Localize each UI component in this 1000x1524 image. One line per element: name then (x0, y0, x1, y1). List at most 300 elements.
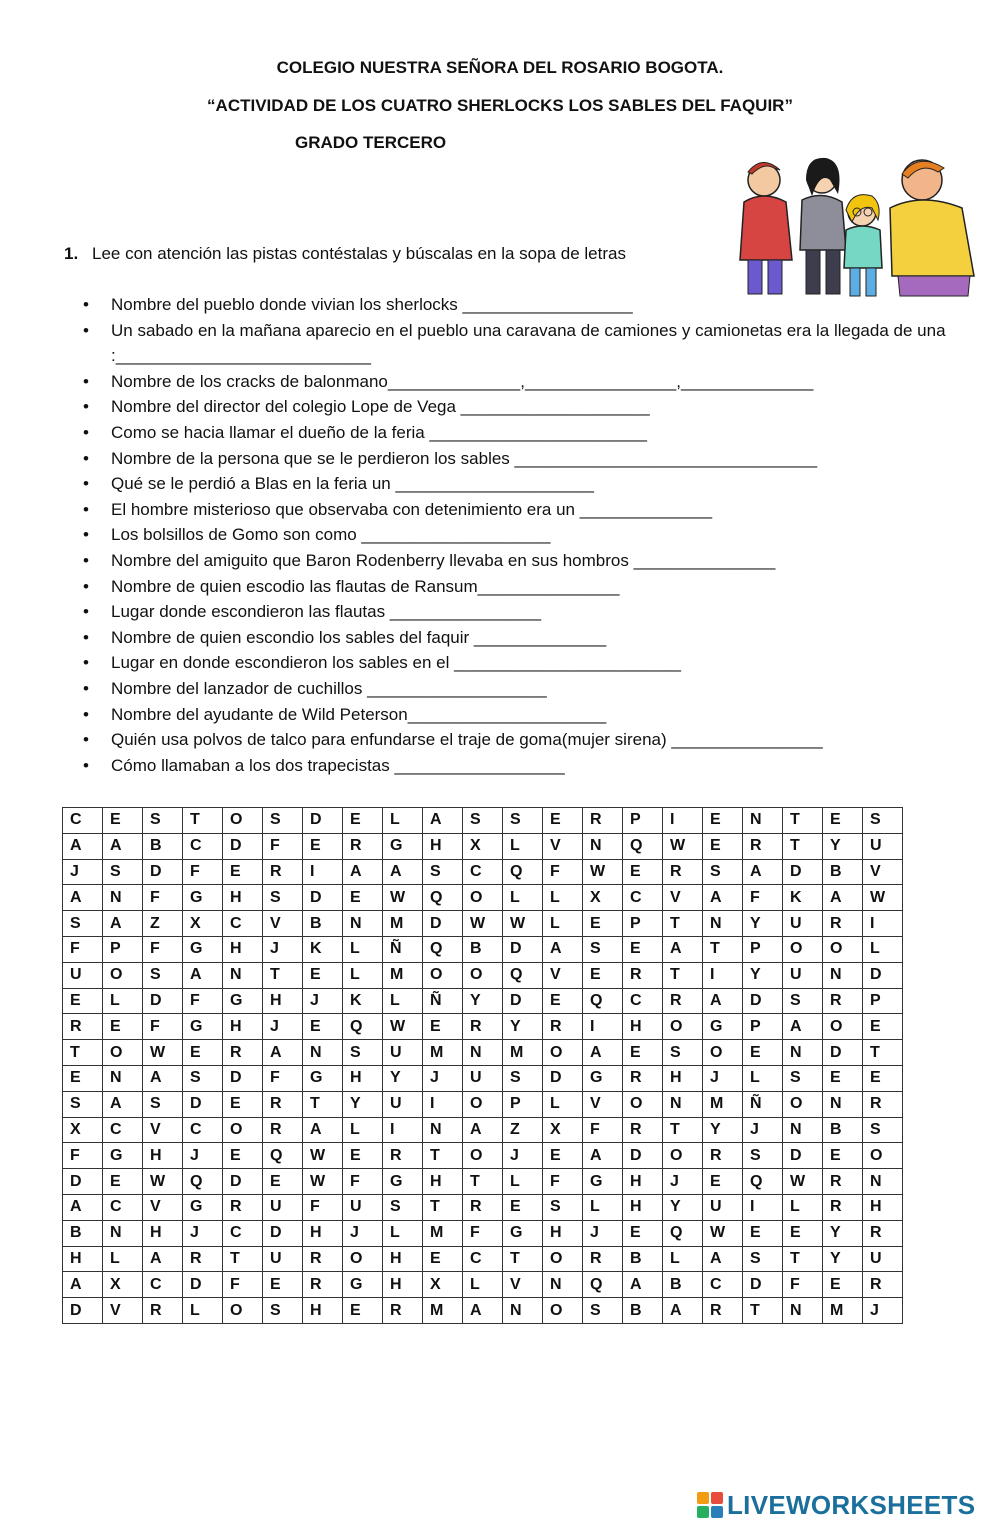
grid-cell: C (63, 808, 103, 834)
grid-cell: N (743, 808, 783, 834)
grid-cell: R (863, 1272, 903, 1298)
grid-cell: E (103, 808, 143, 834)
grid-cell: T (663, 1117, 703, 1143)
grid-cell: N (303, 1040, 343, 1066)
grid-cell: D (783, 859, 823, 885)
grid-cell: R (623, 1117, 663, 1143)
grid-cell: O (103, 962, 143, 988)
grid-row (63, 808, 903, 834)
grid-cell: J (663, 1169, 703, 1195)
clue-item: • Lugar en donde escondieron los sables en el ________________________ (83, 650, 963, 676)
grid-cell: G (223, 988, 263, 1014)
grid-cell: S (743, 1246, 783, 1272)
grid-cell: A (783, 1014, 823, 1040)
grid-cell: T (63, 1040, 103, 1066)
grid-cell: W (703, 1220, 743, 1246)
grid-cell: P (863, 988, 903, 1014)
clue-item: • Como se hacia llamar el dueño de la feria _______________________ (83, 420, 963, 446)
grid-cell: H (223, 936, 263, 962)
grid-cell: G (583, 1169, 623, 1195)
grid-cell: D (223, 1169, 263, 1195)
grid-cell: S (103, 859, 143, 885)
grid-cell: G (383, 1169, 423, 1195)
grid-cell: O (463, 962, 503, 988)
grid-cell: F (183, 859, 223, 885)
grid-cell: A (543, 936, 583, 962)
grid-cell: R (863, 1220, 903, 1246)
grid-cell: Y (343, 1091, 383, 1117)
grid-cell: A (183, 962, 223, 988)
grid-cell: S (743, 1143, 783, 1169)
grid-row (63, 885, 903, 911)
grid-cell: H (383, 1272, 423, 1298)
grid-cell: V (143, 1117, 183, 1143)
grid-cell: B (303, 911, 343, 937)
grid-cell: T (223, 1246, 263, 1272)
grid-cell: O (663, 1014, 703, 1040)
grid-cell: F (63, 1143, 103, 1169)
grid-cell: T (703, 936, 743, 962)
grid-cell: F (303, 1194, 343, 1220)
grid-cell: I (703, 962, 743, 988)
grid-cell: V (103, 1298, 143, 1324)
grid-cell: T (423, 1143, 463, 1169)
clue-item: • Cómo llamaban a los dos trapecistas __________________ (83, 753, 963, 779)
grid-cell: D (63, 1298, 103, 1324)
grid-cell: H (143, 1220, 183, 1246)
grid-cell: G (183, 1194, 223, 1220)
grid-cell: E (623, 1220, 663, 1246)
grid-cell: Q (183, 1169, 223, 1195)
grid-cell: L (383, 1220, 423, 1246)
grid-cell: S (263, 808, 303, 834)
grid-cell: R (263, 1117, 303, 1143)
grid-cell: C (223, 911, 263, 937)
grid-cell: C (103, 1194, 143, 1220)
clue-item: • Nombre del amiguito que Baron Rodenberry llevaba en sus hombros _______________ (83, 548, 963, 574)
grid-cell: F (183, 988, 223, 1014)
grid-cell: C (183, 1117, 223, 1143)
grid-cell: Y (703, 1117, 743, 1143)
clue-item: • Nombre de la persona que se le perdieron los sables ________________________________ (83, 446, 963, 472)
grid-cell: E (583, 911, 623, 937)
grid-cell: B (623, 1246, 663, 1272)
grid-cell: E (303, 1014, 343, 1040)
grid-cell: E (223, 1091, 263, 1117)
grid-cell: S (143, 1091, 183, 1117)
grid-cell: X (103, 1272, 143, 1298)
grid-cell: Q (503, 859, 543, 885)
grid-cell: L (783, 1194, 823, 1220)
logo-text: LIVEWORKSHEETS (727, 1489, 976, 1520)
grid-cell: R (143, 1298, 183, 1324)
grid-cell: E (303, 962, 343, 988)
grid-cell: R (663, 859, 703, 885)
grid-cell: E (783, 1220, 823, 1246)
grid-cell: H (263, 988, 303, 1014)
grid-cell: T (663, 911, 703, 937)
grid-cell: S (583, 1298, 623, 1324)
grid-row (63, 1246, 903, 1272)
grid-cell: J (303, 988, 343, 1014)
grid-cell: D (503, 988, 543, 1014)
grid-cell: E (103, 1169, 143, 1195)
grid-cell: R (823, 1194, 863, 1220)
grid-cell: G (503, 1220, 543, 1246)
grid-cell: E (223, 859, 263, 885)
grid-cell: N (583, 833, 623, 859)
grid-cell: N (823, 1091, 863, 1117)
grid-cell: E (183, 1040, 223, 1066)
grid-cell: S (703, 859, 743, 885)
grid-cell: H (223, 1014, 263, 1040)
grid-cell: J (263, 1014, 303, 1040)
grid-cell: T (303, 1091, 343, 1117)
grid-cell: Y (463, 988, 503, 1014)
grid-cell: W (783, 1169, 823, 1195)
grid-cell: D (303, 808, 343, 834)
grid-cell: L (863, 936, 903, 962)
grid-cell: V (543, 833, 583, 859)
grid-row (63, 1220, 903, 1246)
grid-cell: U (783, 911, 823, 937)
grid-cell: Q (663, 1220, 703, 1246)
grid-cell: M (503, 1040, 543, 1066)
grid-cell: E (423, 1014, 463, 1040)
grid-cell: N (703, 911, 743, 937)
grid-cell: B (143, 833, 183, 859)
grid-cell: R (863, 1091, 903, 1117)
grid-cell: Z (143, 911, 183, 937)
grid-cell: P (623, 911, 663, 937)
grid-cell: J (743, 1117, 783, 1143)
grid-cell: V (543, 962, 583, 988)
grid-cell: R (63, 1014, 103, 1040)
grid-cell: E (623, 1040, 663, 1066)
grid-cell: M (423, 1298, 463, 1324)
grid-cell: S (143, 808, 183, 834)
grid-cell: A (583, 1040, 623, 1066)
grid-cell: A (463, 1117, 503, 1143)
school-name: COLEGIO NUESTRA SEÑORA DEL ROSARIO BOGOTA. (276, 58, 724, 77)
grid-cell: C (463, 1246, 503, 1272)
grid-cell: A (703, 1246, 743, 1272)
grid-cell: S (423, 859, 463, 885)
grid-cell: R (623, 1065, 663, 1091)
grid-cell: Y (823, 833, 863, 859)
grid-cell: R (743, 833, 783, 859)
grid-cell: N (103, 1065, 143, 1091)
grid-cell: H (623, 1169, 663, 1195)
grid-cell: V (143, 1194, 183, 1220)
grid-cell: M (383, 911, 423, 937)
grid-cell: U (263, 1194, 303, 1220)
grid-cell: R (663, 988, 703, 1014)
grid-cell: S (63, 1091, 103, 1117)
clue-item: • Nombre de los cracks de balonmano______________,________________,______________ (83, 369, 963, 395)
grid-row (63, 1091, 903, 1117)
grid-cell: A (743, 859, 783, 885)
grid-cell: U (783, 962, 823, 988)
grid-cell: L (663, 1246, 703, 1272)
grid-cell: D (863, 962, 903, 988)
grid-cell: O (463, 1143, 503, 1169)
grid-row (63, 1014, 903, 1040)
grid-cell: I (303, 859, 343, 885)
instruction-text: Lee con atención las pistas contéstalas y búscalas en la sopa de letras (92, 244, 626, 263)
grid-cell: S (143, 962, 183, 988)
grid-cell: J (63, 859, 103, 885)
grid-cell: A (103, 911, 143, 937)
grid-cell: T (503, 1246, 543, 1272)
grid-cell: R (383, 1298, 423, 1324)
grid-cell: F (63, 936, 103, 962)
grid-cell: N (503, 1298, 543, 1324)
grid-cell: F (143, 1014, 183, 1040)
grid-cell: Y (663, 1194, 703, 1220)
grid-cell: J (503, 1143, 543, 1169)
grid-cell: Ñ (743, 1091, 783, 1117)
grid-cell: H (423, 833, 463, 859)
grid-row (63, 962, 903, 988)
clue-item: • Lugar donde escondieron las flautas ________________ (83, 599, 963, 625)
grid-cell: E (543, 1143, 583, 1169)
grid-cell: B (823, 859, 863, 885)
grid-cell: L (503, 1169, 543, 1195)
grid-cell: V (263, 911, 303, 937)
grid-cell: J (423, 1065, 463, 1091)
grid-cell: G (383, 833, 423, 859)
grid-cell: O (543, 1298, 583, 1324)
grid-cell: P (743, 936, 783, 962)
grid-cell: X (543, 1117, 583, 1143)
grid-cell: W (143, 1169, 183, 1195)
grid-cell: A (103, 833, 143, 859)
grid-cell: I (663, 808, 703, 834)
grid-cell: L (503, 885, 543, 911)
grid-cell: O (783, 936, 823, 962)
grid-cell: E (103, 1014, 143, 1040)
clue-item: • Nombre de quien escondio los sables del faquir ______________ (83, 625, 963, 651)
grid-cell: F (583, 1117, 623, 1143)
grid-row (63, 859, 903, 885)
grid-cell: L (543, 1091, 583, 1117)
grid-cell: W (143, 1040, 183, 1066)
grid-cell: T (743, 1298, 783, 1324)
grid-cell: O (823, 936, 863, 962)
grid-cell: L (743, 1065, 783, 1091)
grid-cell: J (263, 936, 303, 962)
grid-cell: A (63, 1194, 103, 1220)
grid-cell: R (623, 962, 663, 988)
grid-cell: C (223, 1220, 263, 1246)
clue-item: • Qué se le perdió a Blas en la feria un _____________________ (83, 471, 963, 497)
grid-cell: E (823, 1272, 863, 1298)
grid-cell: Y (383, 1065, 423, 1091)
grid-cell: D (63, 1169, 103, 1195)
grid-cell: G (103, 1143, 143, 1169)
grid-cell: C (623, 988, 663, 1014)
grid-cell: N (223, 962, 263, 988)
grid-cell: B (63, 1220, 103, 1246)
grid-cell: D (503, 936, 543, 962)
grid-cell: W (383, 885, 423, 911)
grid-cell: P (103, 936, 143, 962)
grid-cell: Ñ (383, 936, 423, 962)
grid-cell: F (263, 1065, 303, 1091)
grid-cell: O (783, 1091, 823, 1117)
grid-cell: K (303, 936, 343, 962)
grid-cell: R (703, 1143, 743, 1169)
grid-cell: X (183, 911, 223, 937)
grid-cell: O (863, 1143, 903, 1169)
grid-cell: S (783, 1065, 823, 1091)
grid-cell: N (423, 1117, 463, 1143)
grid-row (63, 911, 903, 937)
grid-cell: S (783, 988, 823, 1014)
grid-cell: V (663, 885, 703, 911)
grid-cell: E (543, 988, 583, 1014)
grid-cell: Q (423, 936, 463, 962)
grid-cell: C (103, 1117, 143, 1143)
grid-cell: Z (503, 1117, 543, 1143)
grid-cell: S (263, 885, 303, 911)
grid-cell: O (103, 1040, 143, 1066)
grid-cell: B (823, 1117, 863, 1143)
grid-cell: N (783, 1117, 823, 1143)
grid-cell: D (823, 1040, 863, 1066)
grid-cell: V (583, 1091, 623, 1117)
grid-cell: S (503, 1065, 543, 1091)
grid-cell: S (863, 1117, 903, 1143)
grid-cell: A (263, 1040, 303, 1066)
clue-item: • Un sabado en la mañana aparecio en el pueblo una caravana de camiones y camionetas era la llegada de una :___________________________ (83, 318, 963, 369)
grid-cell: E (863, 1014, 903, 1040)
grid-cell: S (383, 1194, 423, 1220)
grid-cell: E (343, 885, 383, 911)
grid-cell: L (383, 808, 423, 834)
grid-cell: E (823, 808, 863, 834)
grid-row (63, 988, 903, 1014)
instruction-number: 1. (64, 244, 79, 263)
grid-cell: E (63, 1065, 103, 1091)
grid-cell: E (303, 833, 343, 859)
grid-cell: U (463, 1065, 503, 1091)
grade-label: GRADO TERCERO (295, 133, 447, 152)
grid-cell: R (823, 1169, 863, 1195)
grid-cell: O (663, 1143, 703, 1169)
grid-cell: F (223, 1272, 263, 1298)
clue-item: • El hombre misterioso que observaba con detenimiento era un ______________ (83, 497, 963, 523)
grid-cell: E (743, 1040, 783, 1066)
grid-cell: F (143, 936, 183, 962)
grid-cell: O (543, 1246, 583, 1272)
grid-cell: U (863, 1246, 903, 1272)
grid-cell: F (543, 1169, 583, 1195)
grid-cell: M (423, 1040, 463, 1066)
grid-cell: Y (823, 1220, 863, 1246)
grid-row (63, 833, 903, 859)
grid-cell: U (63, 962, 103, 988)
grid-row (63, 936, 903, 962)
grid-cell: L (343, 962, 383, 988)
grid-cell: E (703, 808, 743, 834)
grid-cell: D (543, 1065, 583, 1091)
grid-cell: T (663, 962, 703, 988)
grid-cell: E (263, 1272, 303, 1298)
grid-cell: N (103, 885, 143, 911)
clue-list (83, 292, 963, 778)
grid-cell: G (183, 1014, 223, 1040)
grid-cell: W (383, 1014, 423, 1040)
grid-cell: J (703, 1065, 743, 1091)
grid-cell: X (583, 885, 623, 911)
grid-cell: O (623, 1091, 663, 1117)
grid-cell: R (703, 1298, 743, 1324)
liveworksheets-logo (697, 1488, 975, 1522)
grid-cell: R (463, 1014, 503, 1040)
grid-cell: F (263, 833, 303, 859)
grid-row (63, 1298, 903, 1324)
grid-cell: N (343, 911, 383, 937)
grid-cell: R (223, 1194, 263, 1220)
grid-cell: A (63, 1272, 103, 1298)
grid-cell: A (143, 1065, 183, 1091)
grid-cell: I (423, 1091, 463, 1117)
grid-cell: M (823, 1298, 863, 1324)
grid-cell: T (263, 962, 303, 988)
grid-cell: H (663, 1065, 703, 1091)
grid-cell: M (703, 1091, 743, 1117)
grid-cell: U (383, 1091, 423, 1117)
grid-cell: L (503, 833, 543, 859)
grid-cell: T (463, 1169, 503, 1195)
grid-cell: D (623, 1143, 663, 1169)
grid-cell: D (303, 885, 343, 911)
word-search-grid (62, 807, 903, 1324)
instruction (64, 244, 626, 264)
grid-cell: A (63, 885, 103, 911)
grid-cell: I (743, 1194, 783, 1220)
grid-cell: A (303, 1117, 343, 1143)
activity-title: “ACTIVIDAD DE LOS CUATRO SHERLOCKS LOS SABLES DEL FAQUIR” (207, 96, 793, 115)
clue-item: • Nombre del pueblo donde vivian los sherlocks __________________ (83, 292, 963, 318)
grid-cell: J (863, 1298, 903, 1324)
grid-cell: L (103, 1246, 143, 1272)
grid-row (63, 1065, 903, 1091)
grid-cell: G (303, 1065, 343, 1091)
grid-cell: I (863, 911, 903, 937)
grid-cell: L (343, 936, 383, 962)
liveworksheets-logo-icon (697, 1492, 723, 1518)
grid-cell: C (143, 1272, 183, 1298)
grid-cell: L (343, 1117, 383, 1143)
grid-cell: S (263, 1298, 303, 1324)
grid-cell: L (543, 911, 583, 937)
grid-cell: U (863, 833, 903, 859)
grid-cell: H (543, 1220, 583, 1246)
grid-cell: A (703, 885, 743, 911)
grid-cell: A (423, 808, 463, 834)
grid-cell: J (183, 1143, 223, 1169)
grid-cell: S (63, 911, 103, 937)
grid-cell: N (783, 1298, 823, 1324)
grid-cell: E (703, 833, 743, 859)
grid-cell: H (383, 1246, 423, 1272)
grid-cell: W (463, 911, 503, 937)
grid-cell: D (423, 911, 463, 937)
grid-cell: C (623, 885, 663, 911)
